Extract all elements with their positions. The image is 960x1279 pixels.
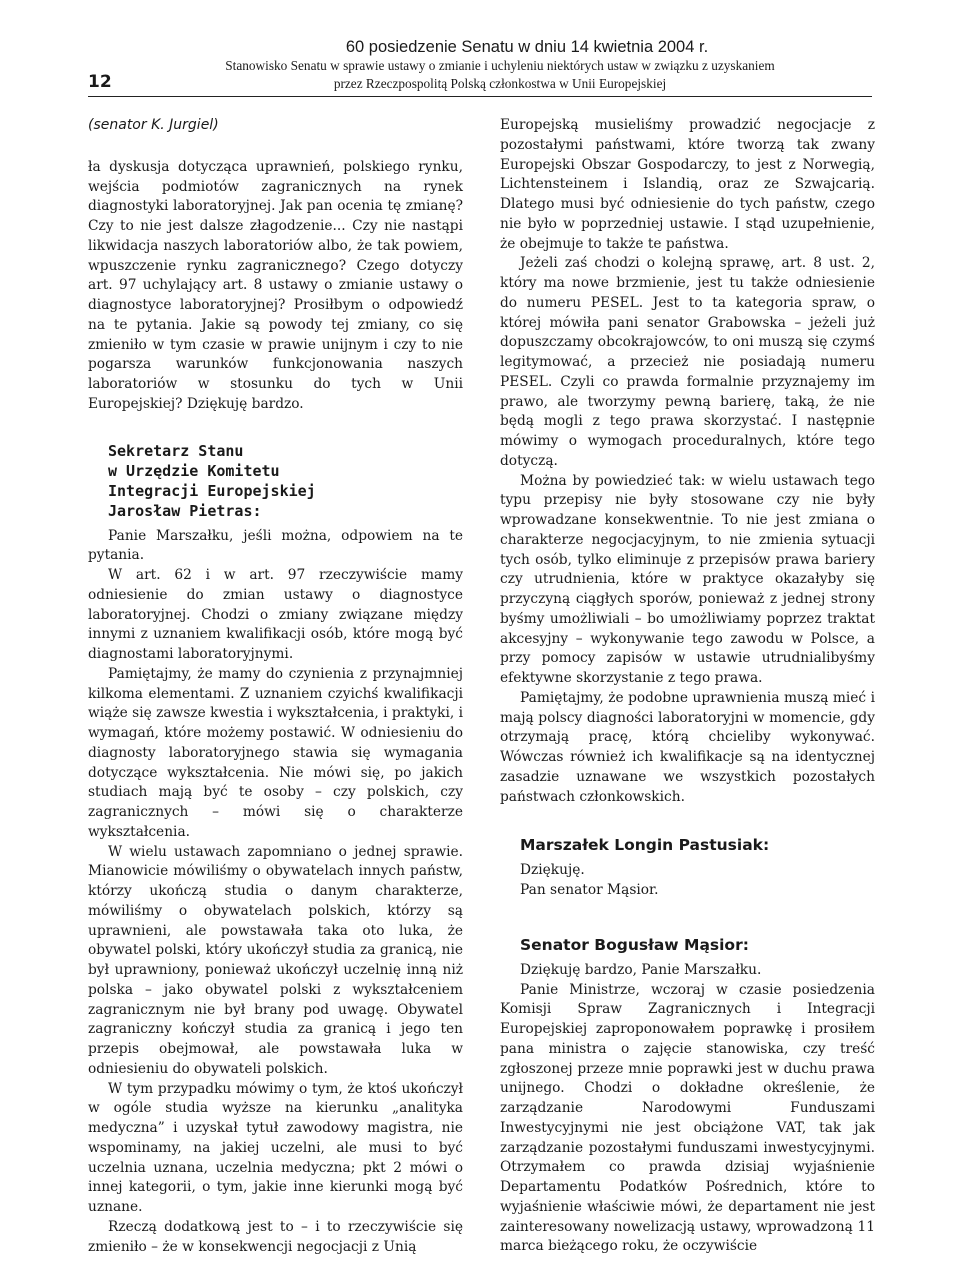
paragraph: W art. 62 i w art. 97 rzeczywiście mamy odniesienie do zmian ustawy o diagnostyce laboratoryjnej. Chodzi o zmiany związane między innymi z uznaniem kwalifikacji osób, które mogą być diagnostami laboratoryjnymi. — [88, 567, 463, 662]
paragraph: Rzeczą dodatkową jest to – i to rzeczywiście się zmieniło – że w konsekwencji negocjacji z Unią — [88, 1218, 463, 1255]
speaker-note: (senator K. Jurgiel) — [88, 117, 219, 133]
speaker-heading-line: Jarosław Pietras: — [108, 501, 262, 520]
paragraph: W tym przypadku mówimy o tym, że ktoś ukończył w ogóle studia wyższe na kierunku „analityka medyczna” i uzyskał tytuł zawodowy magistra, nie wspominamy, na jakiej uczelni, ale musi to być uczelnia uznana, uczelnia medyczna; pkt 2 mówi o innej kategorii, o tym, jakie inne kierunki mogą być uznane. — [88, 1080, 463, 1215]
paragraph: ła dyskusja dotycząca uprawnień, polskiego rynku, wejścia podmiotów zagranicznych na rynek diagnostyki laboratoryjnej. Jak pan ocenia tę zmianę? Czy to nie jest dalsze złagodzenie... Czy nie nastąpi likwidacja naszych laboratoriów albo, że tak powiem, wpuszczenie rynku zagranicznego? Czego dotyczy art. 97 uchylający art. 8 ustawy o zmianie ustawy o diagnostyce laboratoryjnej? Prosiłbym o odpowiedź na te pytania. Jakie są powody tej zmiany, co się zmieniło w tym czasie w prawie unijnym i czy to nie pogarsza warunków funkcjonowania naszych laboratoriów w stosunku do tych w Unii Europejskiej? Dziękuję bardzo. — [88, 158, 463, 412]
paragraph: Można by powiedzieć tak: w wielu ustawach tego typu przepisy nie były stosowane czy nie były wprowadzane konsekwentnie. To nie jest zmiana o charakterze negocjacyjnym, to nie zmienia sytuacji tych osób, tylko eliminuje z przepisów prawa bariery czy utrudnienia, które w praktyce okazałyby się przyczyną ciągłych sporów, ponieważ z jednej strony byśmy umożliwiali – bo umożliwiamy poprzez traktat akcesyjny – wykonywanie tego zawodu w Polsce, a przy pomocy zapisów w ustawie utrudnialibyśmy efektywne skorzystanie z tego prawa. — [500, 472, 875, 686]
speaker-heading-line: Sekretarz Stanu — [108, 441, 244, 460]
paragraph: Pamiętajmy, że mamy do czynienia z przynajmniej kilkoma elementami. Z uznaniem czyichś kwalifikacji wiąże się zawsze kwestia i wykształcenia, i praktyki, i wymagań, które możemy postawić. W odniesieniu do diagnosty laboratoryjnego stawia się wymagania dotyczące wykształcenia. Nie mówi się, po jakich studiach mają być te osoby – czy polskich, czy zagranicznych – mówi się o charakterze wykształcenia. — [88, 665, 463, 840]
speaker-heading-line: Integracji Europejskiej — [108, 481, 316, 500]
paragraph: Panie Marszałku, jeśli można, odpowiem na te pytania. — [88, 527, 463, 564]
paragraph: Pamiętajmy, że podobne uprawnienia muszą mieć i mają polscy diagności laboratoryjni w momencie, gdy otrzymają pracę, którą chcieliby wykonywać. Wówczas również ich kwalifikacje są na identycznej zasadzie uznawane we wszystkich pozostałych państwach członkowskich. — [500, 689, 875, 805]
right-column — [500, 116, 875, 1257]
left-column — [88, 116, 463, 1257]
header-divider — [88, 96, 872, 97]
speaker-heading: Senator Bogusław Mąsior: — [520, 935, 749, 954]
page-header — [88, 38, 872, 94]
paragraph: Europejską musieliśmy prowadzić negocjacje z pozostałymi państwami, które tworzą tak zwany Europejski Obszar Gospodarczy, to jest z Norwegią, Lichtensteinem i Islandią, oraz ze Szwajcarią. Dlatego musi być odniesienie do tych państw, czego nie było w poprzedniej ustawie. I stąd uzupełnienie, że obejmuje to także te państwa. — [500, 117, 875, 252]
speaker-heading — [108, 441, 463, 521]
paragraph: Pan senator Mąsior. — [520, 882, 659, 898]
paragraph: Dziękuję bardzo, Panie Marszałku. — [520, 961, 762, 978]
header-subtitle-line1: Stanowisko Senatu w sprawie ustawy o zmianie i uchyleniu niektórych ustaw w związku z uzyskaniem — [225, 58, 775, 73]
paragraph: Jeżeli zaś chodzi o kolejną sprawę, art. 8 ust. 2, który ma nowe brzmienie, jest tu także odniesienie do numeru PESEL. Jest to ta kategoria spraw, o której mówiła pani senator Grabowska – jeżeli już dopuszczamy obcokrajowców, to oni muszą się czymś legitymować, a przecież nie posiadają numeru PESEL. Czyli co prawda formalnie przyznajemy im prawo, ale tworzymy pewną barierę, taką, że nie będą mogli z tego prawa skorzystać. I następnie mówimy o wymogach proceduralnych, które tego dotyczą. — [500, 255, 875, 469]
paragraph: W wielu ustawach zapomniano o jednej sprawie. Mianowicie mówiliśmy o obywatelach innych państw, którzy ukończą studia o danym charakterze, mówiliśmy o obywatelach polskich, którzy są uprawnieni, ale powstawała taka oto luka, że obywatel polski, który ukończył studia za granicą, nie był uprawniony, ponieważ ukończył uczelnię inną niż polska – jako obywatel polski z wykształceniem zagranicznym nie był brany pod uwagę. Obywatel zagraniczny kończył studia za granicą i jego ten przepis obejmował, ale powstawała luka w odniesieniu do obywateli polskich. — [88, 843, 463, 1077]
speaker-heading-line: w Urzędzie Komitetu — [108, 461, 280, 480]
speaker-heading: Marszałek Longin Pastusiak: — [520, 836, 770, 855]
page-number: 12 — [88, 72, 112, 92]
session-title: 60 posiedzenie Senatu w dniu 14 kwietnia 2004 r. — [345, 38, 709, 56]
paragraph: Panie Ministrze, wczoraj w czasie posiedzenia Komisji Spraw Zagranicznych i Integracji Europejskiej zaproponowałem poprawkę i prosiłem pana ministra o zajęcie stanowiska, czy treść zgłoszonej przeze mnie poprawki jest w duchu prawa unijnego. Chodzi o dokładne określenie, że zarządzanie Narodowymi Funduszami Inwestycyjnymi nie jest obciążone VAT, tak jak zarządzanie pozostałymi funduszami inwestycyjnymi. Otrzymałem co prawda dzisiaj wyjaśnienie Departamentu Podatków Pośrednich, które to wyjaśnienie właściwie mówi, że departament nie jest zainteresowany nowelizacją ustawy, wprowadzoną 11 marca bieżącego roku, że oczywiście — [500, 981, 875, 1255]
paragraph: Dziękuję. — [520, 862, 585, 879]
header-subtitle-line2: przez Rzeczpospolitą Polską członkostwa w Unii Europejskiej — [333, 76, 667, 91]
